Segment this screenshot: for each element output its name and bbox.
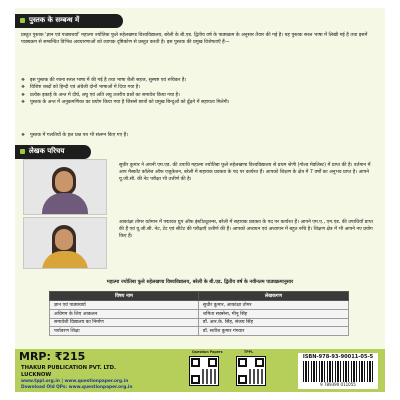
download-link[interactable]: Download Old QPs: www.questionpaper.org.in — [21, 384, 133, 390]
qr2-caption: TPPL — [244, 350, 254, 354]
isbn-number: ISBN-978-93-90011-05-5 — [302, 354, 374, 360]
authors-column-header: लेखकगण — [198, 292, 348, 301]
syllabus-table — [49, 291, 349, 336]
subject-column-header: विषय नाम — [50, 292, 199, 301]
publisher-city: LUCKNOW — [21, 371, 52, 378]
publisher-links — [21, 379, 132, 390]
author1-photo — [23, 159, 107, 215]
feature-item: ❖ विशिष्ट शब्दों को हिन्दी एवं अंग्रेजी दोनों भाषाओं में दिया गया है। — [21, 84, 379, 91]
subject-cell: ज्ञान एवं पाठ्यचर्या — [50, 301, 199, 310]
authors-cell: डॉ. आर.के. सिंह, संजय सिंह — [198, 318, 348, 327]
qr-code — [189, 356, 219, 386]
qr1-caption: Question Papers — [192, 350, 223, 354]
feature-item: ❖ प्रत्येक इकाई के अन्त में दीर्घ, लघु एवं अति लघु उत्तरीय प्रश्नों का समावेश किया गया है। — [21, 92, 379, 99]
about-book-heading: पुस्तक के सम्बन्ध में — [15, 14, 123, 28]
author2-photo — [23, 217, 107, 269]
subject-cell: अधिगम के लिए आकलन — [50, 309, 199, 318]
barcode-digits: 9 789390 011055 — [300, 382, 376, 387]
table-row — [50, 309, 349, 318]
website-link[interactable]: www.tppl.org.in | www.questionpaper.org.in — [21, 379, 129, 384]
syllabus-title: महात्मा ज्योतिबा फुले रुहेलखण्ड विश्वविद्यालय, बरेली के बी.एड. द्वितीय वर्ष के नवीनतम पाठ्यक्रमानुसार — [106, 279, 294, 285]
feature-list — [21, 77, 379, 106]
authors-cell: डॉ. सतीश कुमार गंगवार — [198, 327, 348, 336]
subject-cell: पर्यावरण शिक्षा — [50, 327, 199, 336]
isbn-barcode — [298, 353, 378, 389]
barcode-icon — [303, 361, 373, 383]
table-row — [50, 318, 349, 327]
qr-code — [236, 356, 266, 386]
table-row — [50, 301, 349, 310]
back-cover — [15, 8, 385, 392]
author-intro-heading: लेखक परिचय — [15, 145, 91, 159]
authors-cell: सुधीर कुमार, आकांक्षा तोमर — [198, 301, 348, 310]
mrp-price: MRP: ₹215 — [19, 350, 86, 363]
feature-item: ❖ इस पुस्तक की रचना सरल भाषा में की गई है तथा भाषा शैली सहज, सुस्पष्ट एवं रुचिकर है। — [21, 77, 379, 84]
table-header-row — [50, 292, 349, 301]
about-intro-text: प्रस्तुत पुस्तक 'ज्ञान एवं पाठ्यचर्या' महात्मा ज्योतिबा फुले रुहेलखण्ड विश्वविद्यालय, बरेली के बी.एड. द्वितीय वर्ष के पाठ्यक्रम के अनुसार तैयार की गई है। यह पुस्तक सरल भाषा में लिखी गई है तथा इसमें पाठ्यक्रम से सम्बन्धित विभिन्न अवधारणाओं को व्यापक दृष्टिकोण से प्रस्तुत करती है। इस पुस्तक की प्रमुख विशेषताएँ हैं— — [21, 33, 368, 46]
about-footnote: ❖ पुस्तक में गलतियों के हल प्रश्न पत्र भी संलग्न किए गए हैं। — [21, 132, 379, 139]
author2-bio: आकांक्षा तोमर वर्तमान में पद्मावत ग्रुप ऑफ इंस्टीट्यूशन्स, बरेली में सहायक प्रवक्ता के पद पर कार्यरत हैं। आपने एम.ए., एम.एड. की उपाधियाँ प्राप्त की हैं एवं यू.जी.सी. नेट, टेट एवं सीटेट की परीक्षाएँ उत्तीर्ण की हैं। आपको अध्ययन एवं अध्यापन में बहुत रुचि है। शिक्षण क्षेत्र में भी आपने नए प्रयोग किए हैं। — [119, 220, 373, 239]
feature-item: ❖ पुस्तक के अन्त में अनुक्रमणिका का प्रयोग किया गया है जिससे छात्रों को प्रमुख बिन्दुओं को ढूँढ़ने में सहायता मिलेगी। — [21, 99, 379, 106]
publisher-name — [21, 365, 116, 378]
table-row — [50, 327, 349, 336]
publisher-line1: THAKUR PUBLICATION PVT. LTD. — [21, 365, 117, 371]
author1-bio: सुधीर कुमार ने अपनी एम.एड. की उपाधि महात्मा ज्योतिबा फुले रुहेलखण्ड विश्वविद्यालय से प्रथम श्रेणी (गोल्ड मेडलिस्ट) में प्राप्त की है। वर्तमान में आप मैस्कॉट कॉलेज ऑफ एजुकेशन, बरेली में सहायक प्रवक्ता के पद पर कार्यरत हैं। आपको शिक्षण के क्षेत्र में 7 वर्षों का अनुभव प्राप्त है। आपने यू.जी.सी. की नेट परीक्षा भी उत्तीर्ण की है। — [119, 163, 371, 182]
subject-cell: समावेशी विद्यालय का निर्माण — [50, 318, 199, 327]
authors-cell: शमिता सक्सेना, मीनू सिंह — [198, 309, 348, 318]
